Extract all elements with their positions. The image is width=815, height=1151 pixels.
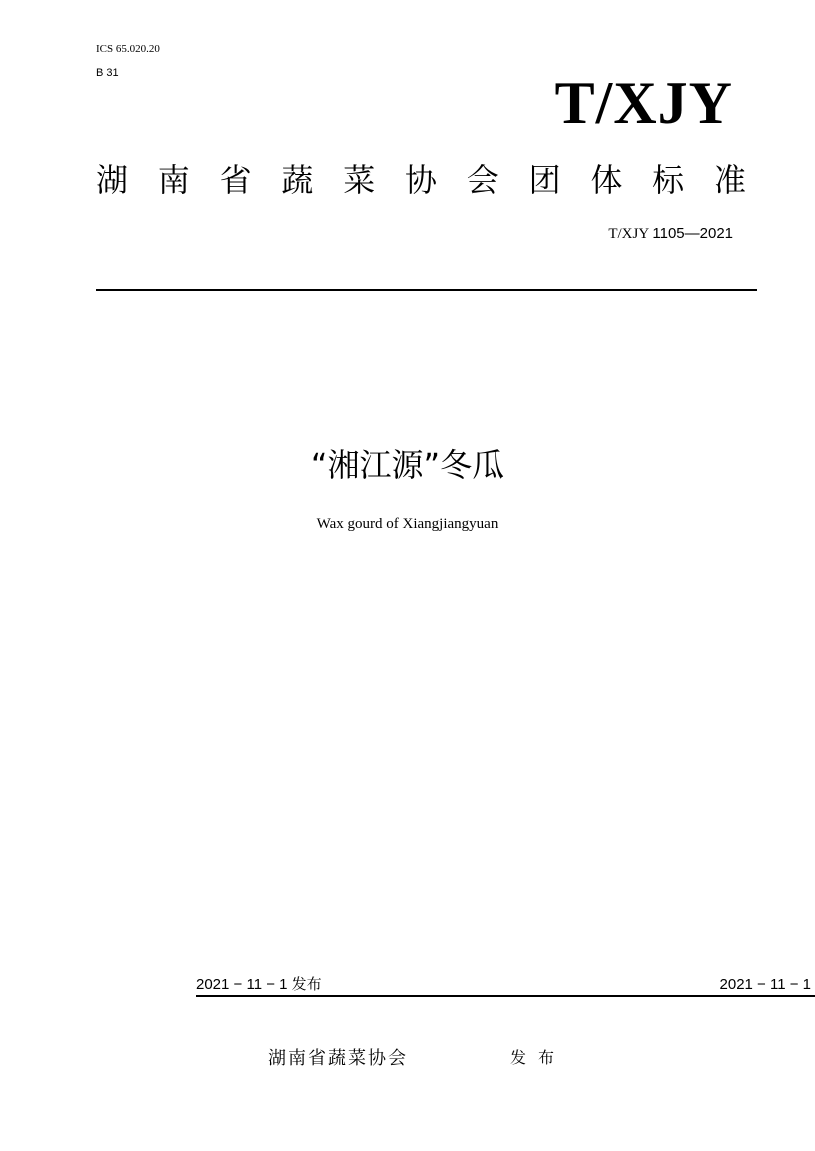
category-char: 蔬 (281, 161, 314, 199)
category-char: 准 (713, 161, 746, 199)
standard-brand-mark: T/XJY (554, 70, 733, 136)
issuing-organization: 湖南省蔬菜协会 (268, 1048, 408, 1069)
issued-label: 发布 (510, 1048, 567, 1067)
classification-code: B 31 (96, 67, 119, 79)
header-divider (96, 289, 757, 291)
category-char: 湖 (96, 161, 129, 199)
document-subtitle-english: Wax gourd of Xiangjiangyuan (316, 516, 499, 532)
standard-number-prefix: T/XJY (608, 226, 649, 242)
category-char: 体 (590, 161, 623, 199)
footer-divider (196, 995, 815, 997)
category-char: 团 (528, 161, 561, 199)
category-char: 南 (157, 161, 190, 199)
standard-number (608, 224, 733, 244)
category-char: 省 (219, 161, 252, 199)
category-char: 菜 (343, 161, 376, 199)
standard-category-heading (96, 158, 746, 202)
category-char: 协 (404, 161, 437, 199)
ics-code: ICS 65.020.20 (96, 43, 160, 55)
document-title: “湘江源”冬瓜 (310, 446, 505, 484)
category-char: 标 (652, 161, 685, 199)
standard-number-value: 1105—2021 (652, 225, 733, 242)
category-char: 会 (466, 161, 499, 199)
publish-date: 2021 − 11 − 1 发布 (196, 976, 322, 993)
implementation-date: 2021 − 11 − 1 (719, 976, 811, 993)
